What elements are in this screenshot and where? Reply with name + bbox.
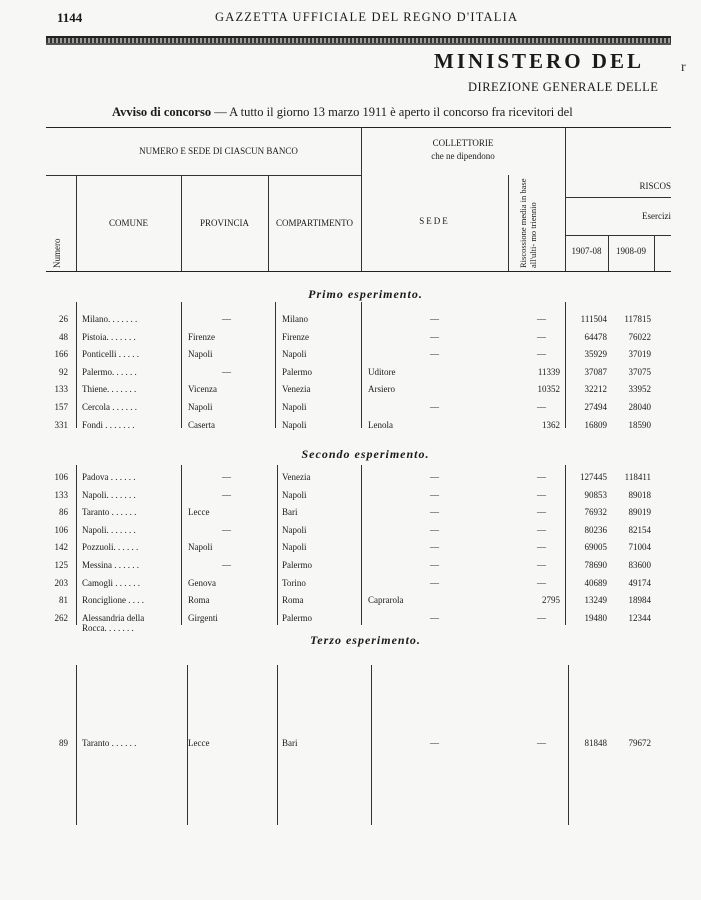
row-sede: — — [430, 331, 439, 342]
row-year-1: 40689 — [584, 577, 607, 588]
row-compartimento: Bari — [282, 507, 298, 518]
table-top-rule — [46, 127, 671, 128]
row-numero: 133 — [54, 489, 68, 500]
row-compartimento: Roma — [282, 595, 304, 606]
row-numero: 142 — [54, 542, 68, 553]
row-sede: — — [430, 472, 439, 482]
row-compartimento: Napoli — [282, 349, 307, 360]
row-numero: 157 — [54, 402, 68, 412]
row-provincia: Lecce — [188, 738, 210, 748]
row-year-2: 82154 — [628, 524, 651, 535]
row-year-2: 37075 — [628, 366, 651, 377]
header-rule — [46, 36, 671, 45]
header-numero: Numero — [52, 238, 62, 268]
row-comune: Messina . . . . . . — [82, 560, 139, 570]
column-divider — [654, 235, 655, 271]
section-title: Terzo esperimento. — [310, 633, 421, 647]
row-sede: — — [430, 560, 439, 570]
row-comune: Taranto . . . . . . — [82, 738, 137, 748]
row-compartimento: Palermo — [282, 366, 312, 377]
row-riscossione: — — [537, 738, 546, 748]
row-comune: Padova . . . . . . — [82, 472, 136, 482]
row-year-1: 64478 — [584, 331, 607, 342]
row-year-2: 79672 — [628, 738, 651, 748]
column-divider — [76, 665, 77, 825]
row-sede: — — [430, 542, 439, 553]
row-sede: Lenola — [368, 419, 393, 430]
header-year-1: 1907-08 — [571, 246, 602, 256]
column-divider — [508, 175, 509, 271]
row-riscossione: — — [537, 314, 546, 324]
row-year-2: 37019 — [628, 349, 651, 360]
row-riscossione: — — [537, 507, 546, 518]
row-riscossione: 1362 — [542, 419, 560, 430]
row-compartimento: Bari — [282, 738, 298, 748]
row-comune: Pozzuoli. . . . . . — [82, 542, 139, 553]
row-year-1: 81848 — [584, 738, 607, 748]
header-bottom-rule — [46, 271, 671, 272]
row-numero: 81 — [59, 595, 68, 606]
header-year-2: 1908-09 — [616, 246, 646, 256]
row-numero: 166 — [54, 349, 68, 360]
row-compartimento: Firenze — [282, 331, 309, 342]
row-provincia: — — [222, 524, 231, 535]
header-riscos: RISCOS — [639, 181, 671, 191]
row-riscossione: — — [537, 560, 546, 570]
row-provincia: Napoli — [188, 402, 213, 412]
row-riscossione: — — [537, 542, 546, 553]
row-comune: Cercola . . . . . . — [82, 402, 137, 412]
column-divider — [76, 465, 77, 625]
header-provincia: PROVINCIA — [199, 218, 249, 228]
row-compartimento: Napoli — [282, 524, 307, 535]
row-sede: Uditore — [368, 366, 396, 377]
row-sede: — — [430, 349, 439, 360]
row-comune: Pistoia. . . . . . . — [82, 331, 136, 342]
row-numero: 203 — [54, 577, 68, 588]
row-year-2: 33952 — [628, 384, 651, 395]
row-compartimento: Napoli — [282, 489, 307, 500]
row-comune: Napoli. . . . . . . — [82, 524, 136, 535]
row-year-2: 71004 — [628, 542, 651, 553]
row-provincia: — — [222, 472, 231, 482]
row-year-2: 18590 — [628, 419, 651, 430]
column-divider — [277, 665, 278, 825]
column-divider — [76, 302, 77, 428]
row-riscossione: 2795 — [542, 595, 560, 606]
row-year-1: 90853 — [584, 489, 607, 500]
header-divider — [565, 235, 671, 236]
header-divider — [565, 197, 671, 198]
row-provincia: — — [222, 560, 231, 570]
row-riscossione: — — [537, 349, 546, 360]
row-numero: 106 — [54, 524, 68, 535]
row-year-2: 28040 — [628, 402, 651, 412]
notice-label: Avviso di concorso — [112, 105, 212, 119]
row-comune: Ponticelli . . . . . — [82, 349, 139, 360]
row-comune: Ronciglione . . . . — [82, 595, 144, 606]
row-year-1: 76932 — [584, 507, 607, 518]
row-compartimento: Milano — [282, 314, 308, 324]
row-sede: Arsiero — [368, 384, 395, 395]
column-divider — [275, 302, 276, 428]
header-compartimento: COMPARTIMENTO — [276, 218, 353, 228]
row-provincia: Roma — [188, 595, 210, 606]
header-riscossione: Riscossione media in base all'ulti- mo triennio — [518, 178, 538, 268]
row-year-1: 27494 — [584, 402, 607, 412]
row-riscossione: — — [537, 524, 546, 535]
row-provincia: Girgenti — [188, 612, 218, 623]
row-year-2: 12344 — [628, 612, 651, 623]
row-year-1: 16809 — [584, 419, 607, 430]
row-provincia: — — [222, 366, 231, 377]
row-comune: Camogli . . . . . . — [82, 577, 140, 588]
row-riscossione: 11339 — [537, 366, 560, 377]
row-year-2: 83600 — [628, 560, 651, 570]
page-number: 1144 — [57, 10, 83, 25]
row-year-2: 89018 — [628, 489, 651, 500]
row-year-1: 69005 — [584, 542, 607, 553]
notice-line — [112, 105, 573, 120]
direction-heading: DIREZIONE GENERALE DELLE — [468, 80, 659, 94]
row-year-2: 49174 — [628, 577, 651, 588]
row-comune: Alessandria della — [82, 612, 145, 623]
column-divider — [361, 465, 362, 625]
row-provincia: Vicenza — [188, 384, 217, 395]
row-comune: Palermo. . . . . . — [82, 366, 137, 377]
row-riscossione: — — [537, 577, 546, 588]
row-comune: Napoli. . . . . . . — [82, 489, 136, 500]
row-numero: 86 — [59, 507, 68, 518]
row-provincia: Genova — [188, 577, 216, 588]
row-riscossione: — — [537, 612, 546, 623]
row-year-1: 37087 — [584, 366, 607, 377]
row-sede: — — [430, 314, 439, 324]
row-riscossione: 10352 — [537, 384, 560, 395]
row-provincia: Caserta — [188, 419, 215, 430]
row-sede: — — [430, 507, 439, 518]
row-year-1: 127445 — [580, 472, 607, 482]
row-sede: Caprarola — [368, 595, 404, 606]
row-year-2: 18984 — [628, 595, 651, 606]
row-compartimento: Napoli — [282, 419, 307, 430]
notice-text: — A tutto il giorno 13 marzo 1911 è aperto il concorso fra ricevitori del — [211, 105, 573, 119]
row-riscossione: — — [537, 402, 546, 412]
row-numero: 89 — [59, 738, 68, 748]
row-provincia: Lecce — [188, 507, 210, 518]
page-edge-bleed: r — [681, 60, 686, 75]
row-compartimento: Napoli — [282, 402, 307, 412]
header-sede: SEDE — [419, 216, 450, 226]
column-divider — [361, 127, 362, 271]
row-compartimento: Palermo — [282, 612, 312, 623]
row-numero: 331 — [54, 419, 68, 430]
header-collettorie: COLLETTORIE — [432, 138, 494, 148]
row-numero: 133 — [54, 384, 68, 395]
row-comune: Milano. . . . . . . — [82, 314, 138, 324]
row-year-2: 76022 — [628, 331, 651, 342]
column-divider — [361, 302, 362, 428]
row-compartimento: Napoli — [282, 542, 307, 553]
row-riscossione: — — [537, 331, 546, 342]
row-sede: — — [430, 489, 439, 500]
row-numero: 48 — [59, 331, 68, 342]
row-numero: 26 — [59, 314, 68, 324]
row-numero: 92 — [59, 366, 68, 377]
row-year-1: 111504 — [580, 314, 607, 324]
row-provincia: Napoli — [188, 542, 213, 553]
row-compartimento: Palermo — [282, 560, 312, 570]
row-comune: Rocca. . . . . . . — [82, 622, 134, 633]
row-numero: 125 — [54, 560, 68, 570]
section-title: Primo esperimento. — [308, 287, 423, 301]
row-comune: Taranto . . . . . . — [82, 507, 137, 518]
column-divider — [371, 665, 372, 825]
row-year-2: 117815 — [624, 314, 651, 324]
row-sede: — — [430, 612, 439, 623]
row-year-1: 32212 — [584, 384, 607, 395]
row-year-1: 78690 — [584, 560, 607, 570]
row-provincia: — — [222, 314, 231, 324]
row-sede: — — [430, 402, 439, 412]
row-compartimento: Torino — [282, 577, 306, 588]
row-riscossione: — — [537, 489, 546, 500]
ministry-heading: MINISTERO DEL — [434, 49, 644, 73]
row-year-2: 89019 — [628, 507, 651, 518]
row-numero: 262 — [54, 612, 68, 623]
row-provincia: — — [222, 489, 231, 500]
header-numero-sede: NUMERO E SEDE DI CIASCUN BANCO — [139, 146, 298, 156]
header-collettorie-sub: che ne dipendono — [431, 151, 495, 161]
row-sede: — — [430, 524, 439, 535]
row-year-1: 80236 — [584, 524, 607, 535]
row-year-1: 35929 — [584, 349, 607, 360]
section-title: Secondo esperimento. — [301, 447, 430, 461]
row-provincia: Napoli — [188, 349, 213, 360]
row-comune: Fondi . . . . . . . — [82, 419, 135, 430]
header-comune: COMUNE — [108, 218, 148, 228]
gazette-title: GAZZETTA UFFICIALE DEL REGNO D'ITALIA — [215, 10, 519, 24]
column-divider — [181, 302, 182, 428]
row-year-1: 19480 — [584, 612, 607, 623]
row-compartimento: Venezia — [282, 384, 311, 395]
column-divider — [181, 465, 182, 625]
row-year-2: 118411 — [624, 472, 651, 482]
header-divider — [46, 175, 361, 176]
column-divider — [277, 465, 278, 625]
row-sede: — — [430, 738, 439, 748]
row-provincia: Firenze — [188, 331, 215, 342]
row-riscossione: — — [537, 472, 546, 482]
row-numero: 106 — [54, 472, 68, 482]
row-compartimento: Venezia — [282, 472, 311, 482]
row-comune: Thiene. . . . . . . — [82, 384, 137, 395]
row-year-1: 13249 — [584, 595, 607, 606]
header-esercizi: Esercizi — [642, 211, 671, 221]
row-sede: — — [430, 577, 439, 588]
